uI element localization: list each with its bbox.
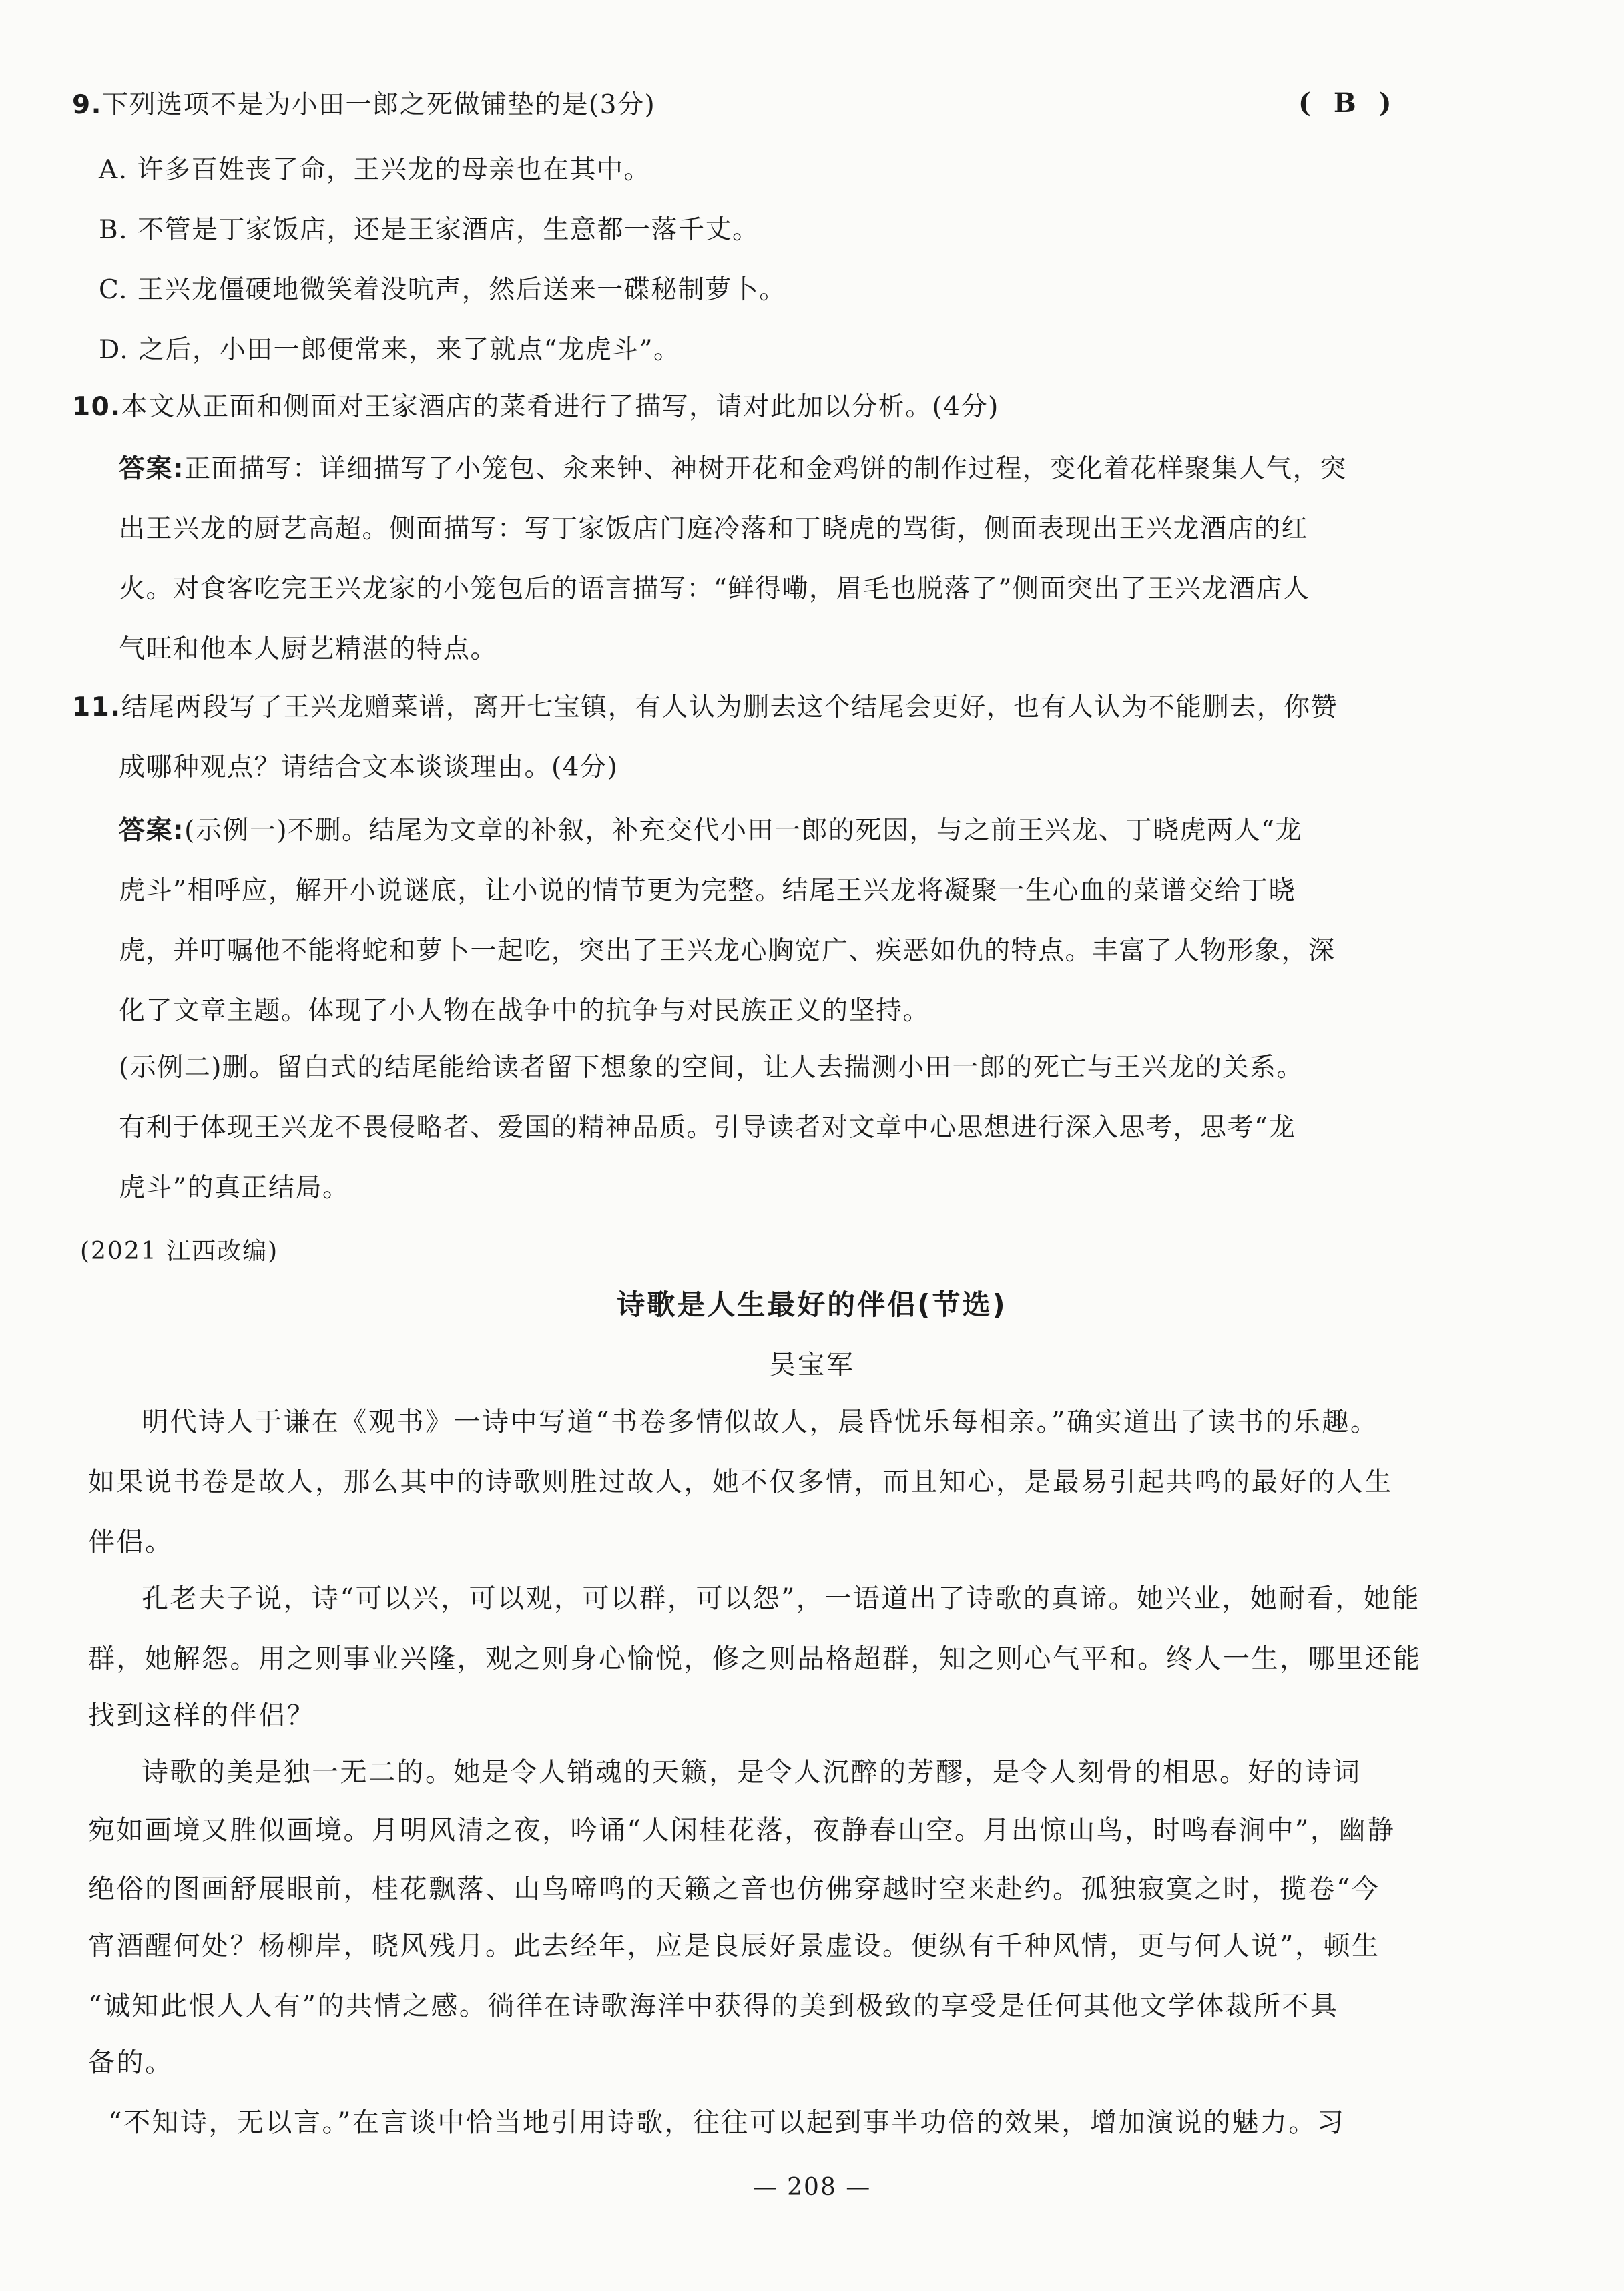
q11-stem	[72, 688, 1338, 728]
q11-answer-line: 虎，并叮嘱他不能将蛇和萝卜一起吃，突出了王兴龙心胸宽广、疾恶如仇的特点。丰富了人物形象，深	[119, 936, 1336, 966]
page-number: — 208 —	[752, 2174, 872, 2201]
q10-number: 10.	[72, 392, 121, 422]
q10-stem-text: 本文从正面和侧面对王家酒店的菜肴进行了描写，请对此加以分析。(4分)	[121, 392, 999, 422]
q10-answer-text: 正面描写：详细描写了小笼包、汆来钟、神树开花和金鸡饼的制作过程，变化着花样聚集人气，突	[184, 454, 1347, 484]
article-line: 群，她解怨。用之则事业兴隆，观之则身心愉悦，修之则品格超群，知之则心气平和。终人一生，哪里还能	[88, 1643, 1422, 1674]
q11-stem-text: 结尾两段写了王兴龙赠菜谱，离开七宝镇，有人认为删去这个结尾会更好，也有人认为不能删去，你赞	[121, 692, 1338, 722]
article-line: 孔老夫子说，诗“可以兴，可以观，可以群，可以怨”，一语道出了诗歌的真谛。她兴业，她耐看，她能	[142, 1583, 1420, 1614]
article-line: 宛如画境又胜似画境。月明风清之夜，吟诵“人闲桂花落，夜静春山空。月出惊山鸟，时鸣春涧中”，幽静	[88, 1815, 1396, 1846]
source-note: (2021 江西改编)	[80, 1238, 279, 1265]
article-title: 诗歌是人生最好的伴侣(节选)	[617, 1288, 1007, 1321]
article-line: 如果说书卷是故人，那么其中的诗歌则胜过故人，她不仅多情，而且知心，是最易引起共鸣的最好的人生	[88, 1467, 1393, 1497]
q10-answer-label: 答案:	[119, 454, 185, 484]
article-line: 备的。	[88, 2047, 174, 2078]
q11-answer-line: (示例二)删。留白式的结尾能给读者留下想象的空间，让人去揣测小田一郎的死亡与王兴龙的关系。	[119, 1053, 1304, 1083]
q9-number: 9.	[72, 90, 102, 120]
article-line: “诚知此恨人人有”的共情之感。徜徉在诗歌海洋中获得的美到极致的享受是任何其他文学体裁所不具	[88, 1991, 1339, 2021]
q9-stem-text: 下列选项不是为小田一郎之死做铺垫的是(3分)	[101, 90, 656, 120]
q9-option-a: A. 许多百姓丧了命，王兴龙的母亲也在其中。	[99, 155, 651, 185]
q11-answer-line	[119, 811, 1302, 851]
article-line: 找到这样的伴侣？	[88, 1700, 315, 1731]
article-line: 伴侣。	[88, 1527, 174, 1557]
q11-number: 11.	[72, 692, 121, 722]
q10-answer-line: 出王兴龙的厨艺高超。侧面描写：写丁家饭店门庭冷落和丁晓虎的骂街，侧面表现出王兴龙酒店的红	[119, 514, 1309, 544]
q9-option-b: B. 不管是丁家饭店，还是王家酒店，生意都一落千丈。	[99, 215, 760, 245]
q9-stem	[72, 85, 655, 125]
article-line: 绝俗的图画舒展眼前，桂花飘落、山鸟啼鸣的天籁之音也仿佛穿越时空来赴约。孤独寂寞之时，揽卷“今	[88, 1874, 1380, 1904]
q10-answer-line: 火。对食客吃完王兴龙家的小笼包后的语言描写：“鲜得嘞，眉毛也脱落了”侧面突出了王兴龙酒店人	[119, 574, 1310, 604]
q11-answer-text: (示例一)不删。结尾为文章的补叙，补充交代小田一郎的死因，与之前王兴龙、丁晓虎两人“龙	[184, 816, 1302, 846]
article-line: 明代诗人于谦在《观书》一诗中写道“书卷多情似故人，晨昏忧乐每相亲。”确实道出了读书的乐趣。	[142, 1407, 1379, 1437]
q9-option-c: C. 王兴龙僵硬地微笑着没吭声，然后送来一碟秘制萝卜。	[99, 275, 786, 305]
q10-answer-line: 气旺和他本人厨艺精湛的特点。	[119, 634, 498, 664]
q11-answer-line: 虎斗”的真正结局。	[119, 1173, 350, 1203]
article-line: 宵酒醒何处？杨柳岸，晓风残月。此去经年，应是良辰好景虚设。便纵有千种风情，更与何人说”，顿生	[88, 1931, 1380, 1961]
q9-answer: ( B )	[1298, 87, 1398, 119]
q11-answer-line: 化了文章主题。体现了小人物在战争中的抗争与对民族正义的坚持。	[119, 996, 930, 1026]
q11-stem-line: 成哪种观点？请结合文本谈谈理由。(4分)	[119, 752, 619, 782]
q9-option-d: D. 之后，小田一郎便常来，来了就点“龙虎斗”。	[99, 335, 681, 365]
q10-answer-line	[119, 449, 1347, 489]
article-author: 吴宝军	[769, 1350, 855, 1380]
q11-answer-line: 有利于体现王兴龙不畏侵略者、爱国的精神品质。引导读者对文章中心思想进行深入思考，思考“龙	[119, 1113, 1296, 1143]
q11-answer-label: 答案:	[119, 816, 185, 846]
q11-answer-line: 虎斗”相呼应，解开小说谜底，让小说的情节更为完整。结尾王兴龙将凝聚一生心血的菜谱交给丁晓	[119, 876, 1296, 906]
q10-stem	[72, 387, 999, 427]
article-line: “不知诗，无以言。”在言谈中恰当地引用诗歌，往往可以起到事半功倍的效果，增加演说的魅力。习	[108, 2107, 1346, 2138]
article-line: 诗歌的美是独一无二的。她是令人销魂的天籁，是令人沉醉的芳醪，是令人刻骨的相思。好的诗词	[142, 1757, 1362, 1788]
